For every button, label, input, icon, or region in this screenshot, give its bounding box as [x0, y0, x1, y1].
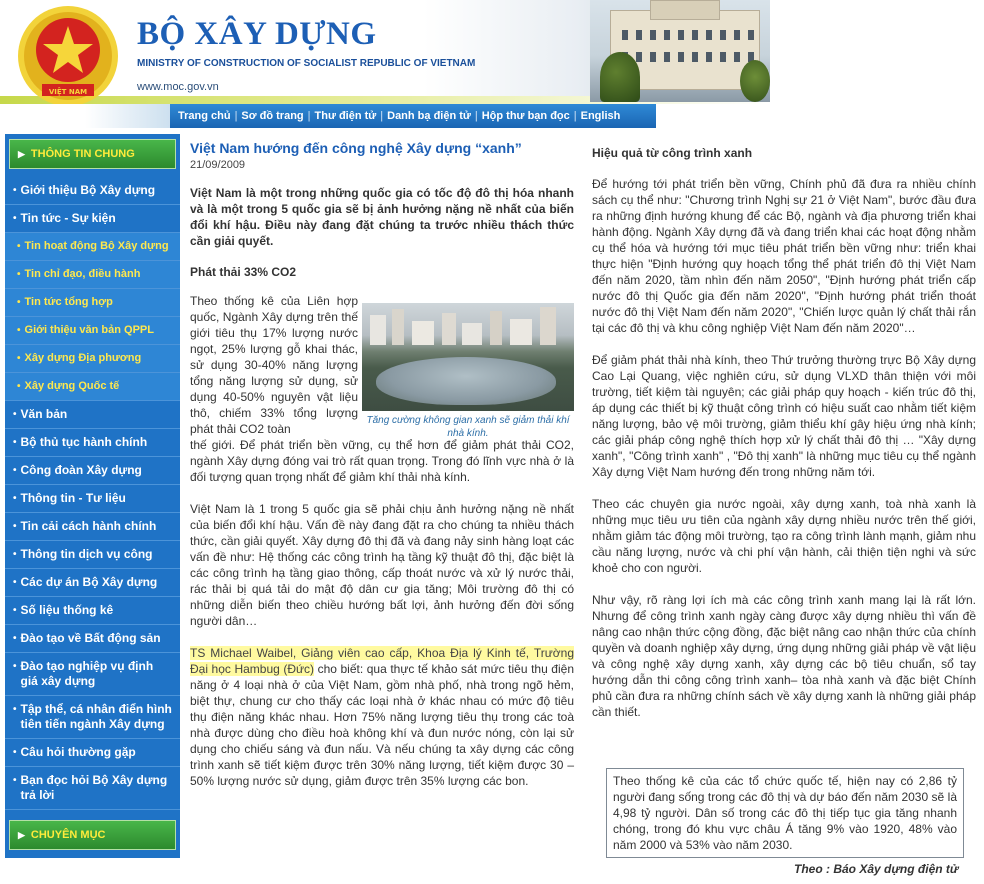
site-header [0, 0, 770, 130]
article-photo-block [362, 303, 574, 440]
bullet-icon: • [17, 353, 21, 364]
section-heading: Phát thải 33% CO2 [190, 265, 297, 279]
sidebar-item-news[interactable] [5, 205, 180, 233]
sidebar-item-label: Thông tin - Tư liệu [20, 491, 126, 505]
top-nav [170, 104, 656, 128]
bullet-icon: • [13, 633, 17, 644]
sidebar-section-topics[interactable] [9, 820, 176, 850]
paragraph: Như vậy, rõ ràng lợi ích mà các công trình xanh mang lại là rất lớn. Nhưng để công trình xanh ngày càng được xây dựng nhiều thì vấn đề nâng cao nhận thức cộng đồng, đặc biệt nâng cao nhận thức của chính quyền và doanh nghiệp xây dựng, ứng dụng những giải pháp về vật liệu và công nghệ xây dựng xanh, xây dựng các bộ tiêu chuẩn, sổ tay hướng dẫn thi công công trình xanh– tòa nhà xanh và đặc biệt Chính phủ cần đưa ra những chính sách về xây dựng xanh là những giải pháp cần thiết. [592, 593, 976, 719]
sidebar-item-label: Tin hoạt động Bộ Xây dựng [24, 240, 169, 252]
sidebar-item-faq[interactable] [5, 739, 180, 767]
right-column [592, 146, 976, 720]
nav-sitemap[interactable]: Sơ đồ trang [241, 110, 304, 122]
site-subtitle: MINISTRY OF CONSTRUCTION OF SOCIALIST REPUBLIC OF VIETNAM [137, 58, 476, 69]
bullet-icon: • [13, 437, 17, 448]
sidebar-item-label: Văn bản [20, 407, 68, 421]
sidebar-subitem-general-news[interactable] [5, 289, 180, 317]
bullet-icon: • [17, 269, 21, 280]
sidebar-item-valuation-training[interactable] [5, 653, 180, 696]
section-arrow-icon: ▶ [18, 829, 25, 840]
sidebar-item-label: Đào tạo về Bất động sản [20, 631, 161, 645]
sidebar-subitem-legal-docs[interactable] [5, 317, 180, 345]
sidebar-section-label: THÔNG TIN CHUNG [30, 148, 135, 160]
sidebar-item-info-docs[interactable] [5, 485, 180, 513]
sidebar-item-label: Tập thể, cá nhân điển hình tiên tiến ngành Xây dựng [20, 702, 172, 731]
sidebar-item-label: Tin chỉ đạo, điều hành [24, 268, 141, 280]
sidebar-item-procedures[interactable] [5, 429, 180, 457]
nav-separator: | [307, 110, 311, 122]
sidebar-item-label: Bộ thủ tục hành chính [20, 435, 148, 449]
bullet-icon: • [13, 704, 17, 715]
bullet-icon: • [13, 577, 17, 588]
tree-decoration [600, 52, 640, 102]
sidebar-item-label: Xây dựng Quốc tế [24, 380, 120, 392]
bullet-icon: • [17, 241, 21, 252]
article-source: Theo : Báo Xây dựng điện tử [794, 862, 959, 876]
photo-caption: Tăng cường không gian xanh sẽ giảm thải khí nhà kính. [366, 415, 570, 439]
nav-left-fade [0, 104, 170, 128]
tree-decoration [740, 60, 770, 102]
bullet-icon: • [13, 465, 17, 476]
sidebar-item-exemplary[interactable] [5, 696, 180, 739]
paragraph: Để hướng tới phát triển bền vững, Chính phủ đã đưa ra nhiều chính sách cụ thể như: "Chương trình Nghị sự 21 ở Việt Nam", bước đầu đưa ra những định hướng khung để các Bộ, ngành và địa phương triển khai hành động. Ngành Xây dựng đã và đang triển khai các hoạt động nhằm cụ thể hóa và hướng tới mục tiêu phát triển bền vững như: triển khai thực hiện "Định hướng quy hoạch tổng thể phát triển đô thị Việt Nam đến năm 2020, tầm nhìn đến năm 2050", "Định hướng phát triển cấp nước đô thị Quốc gia đến năm 2020", "Định hướng phát triển thoát nước đô thị Việt Nam đến năm 2020", "Chiến lược quản lý chất thải rắn tại các đô thị và khu công nghiệp Việt Nam đến năm 2020"… [592, 177, 976, 335]
sidebar-item-admin-reform[interactable] [5, 513, 180, 541]
sidebar-item-label: Giới thiệu văn bản QPPL [24, 324, 154, 336]
site-url[interactable]: www.moc.gov.vn [137, 81, 219, 93]
bullet-icon: • [13, 661, 17, 672]
sidebar-item-label: Tin tức tổng hợp [24, 296, 113, 308]
sidebar-item-reader-qa[interactable] [5, 767, 180, 810]
sidebar [5, 134, 180, 858]
right-heading: Hiệu quả từ công trình xanh [592, 146, 753, 160]
paragraph [190, 645, 574, 789]
nav-separator: | [234, 110, 238, 122]
section-arrow-icon: ▶ [18, 148, 25, 159]
emblem-ribbon-text: VIỆT NAM [48, 88, 88, 96]
article-title: Việt Nam hướng đến công nghệ Xây dựng “xanh” [190, 140, 522, 156]
paragraph-text: cho biết: qua thực tế khảo sát mức tiêu thụ điện năng ở 4 loại nhà ở của Việt Nam, gồm nhà phố, nhà trong ngõ hẻm, biệt thự, chung cư cho thấy các loại nhà ở khác nhau có mức độ tiêu thụ điện năng khác nhau. Hơn 75% năng lượng tiêu thụ trong các toà nhà được dùng cho điều hoà không khí và đun nước nóng, còn lại sử dụng cho chiếu sáng và đun nấu. Và nếu chúng ta xây dựng các công trình xanh sẽ tiết kiệm được trên 30% năng lượng, tiết kiệm được 30 – 50% lượng nước sử dụng, giảm được trên 35% lượng các bon. [190, 662, 574, 788]
sidebar-item-label: Đào tạo nghiệp vụ định giá xây dựng [20, 659, 154, 688]
sidebar-subitem-local[interactable] [5, 345, 180, 373]
sidebar-subitem-international[interactable] [5, 373, 180, 401]
bullet-icon: • [13, 605, 17, 616]
sidebar-item-label: Câu hỏi thường gặp [20, 745, 136, 759]
paragraph: Theo các chuyên gia nước ngoài, xây dựng xanh, toà nhà xanh là những mục tiêu ưu tiên của ngành xây dựng nhiều nước trên thế giới, nhằm giảm tác động môi trường, tạo ra công trình lành mạnh, giảm nhu cầu năng lượng, nước và chi phí vận hành, cải thiện tiện nghi và sức khoẻ cho con người. [592, 497, 976, 575]
lake-shape [376, 357, 556, 405]
sidebar-item-label: Các dự án Bộ Xây dựng [20, 575, 158, 589]
sidebar-item-statistics[interactable] [5, 597, 180, 625]
article-date: 21/09/2009 [190, 159, 246, 171]
bullet-icon: • [13, 213, 17, 224]
site-title: BỘ XÂY DỰNG [137, 16, 377, 52]
sidebar-menu [5, 177, 180, 810]
nav-english[interactable]: English [580, 110, 621, 122]
nav-directory[interactable]: Danh bạ điện tử [387, 110, 471, 122]
sidebar-subitem-ministry-news[interactable] [5, 233, 180, 261]
sidebar-item-about[interactable] [5, 177, 180, 205]
sidebar-item-label: Bạn đọc hỏi Bộ Xây dựng trả lời [20, 773, 168, 802]
sidebar-item-union[interactable] [5, 457, 180, 485]
sidebar-item-label: Xây dựng Địa phương [24, 352, 142, 364]
sidebar-item-label: Thông tin dịch vụ công [20, 547, 153, 561]
bullet-icon: • [17, 297, 21, 308]
article-lead: Việt Nam là một trong những quốc gia có tốc độ đô thị hóa nhanh và là một trong 5 quốc gia sẽ bị ảnh hưởng nặng nề nhất của biến đổi khí hậu. Điều này đang đặt chúng ta trước nhiều thách thức cần giải quyết. [190, 186, 574, 248]
highlighted-text: TS Michael Waibel, Giảng viên cao cấp, Khoa Địa lý Kinh tế, Trường Đại học Hambug (Đức) [190, 646, 574, 676]
paragraph-wrap: Theo thống kê của Liên hợp quốc, Ngành Xây dựng trên thế giới tiêu thụ 17% lượng nước ngọt, 25% lượng gỗ khai thác, sử dụng 30-40% năng lượng tổng năng lượng sử dụng, sử dụng 40-50% nguyên vật liệu thô, chiếm 33% tổng lượng phát thải CO2 toàn [190, 294, 358, 436]
bullet-icon: • [13, 747, 17, 758]
sidebar-item-projects[interactable] [5, 569, 180, 597]
nav-separator: | [573, 110, 577, 122]
paragraph: Để giảm phát thải nhà kính, theo Thứ trưởng thường trực Bộ Xây dựng Cao Lại Quang, việc nghiên cứu, sử dụng VLXD thân thiện với môi trường, tiết kiệm tài nguyên; các giải pháp quy hoạch - kiến trúc đô thị, áp dụng các thiết bị kỹ thuật công trình có hiệu suất cao nhằm tiết kiệm năng lượng, bảo vệ môi trường, giảm thiểu khí gây hiệu ứng nhà kính; các giải pháp công nghệ thích hợp xử lý chất thải đô thị … "Xây dựng xanh", "Công trình xanh" , "Đô thị xanh" là những mục tiêu cụ thể ngành Xây dựng Việt Nam hướng đến trong những năm tới. [592, 353, 976, 479]
sidebar-item-label: Giới thiệu Bộ Xây dựng [20, 183, 156, 197]
article-photo [362, 303, 574, 411]
national-emblem-icon [8, 4, 128, 112]
stat-quote-box: Theo thống kê của các tổ chức quốc tế, hiện nay có 2,86 tỷ người đang sống trong các đô thị và dự báo đến năm 2030 sẽ là 4,98 tỷ người. Dân số trong các đô thị tiếp tục gia tăng nhanh chóng, trong đó khu vực châu Á tăng 9% vào 1920, 48% vào năm 2000 và 53% vào năm 2030. [606, 768, 964, 858]
sidebar-item-label: Số liệu thống kê [20, 603, 114, 617]
sidebar-section-general[interactable] [9, 139, 176, 169]
bullet-icon: • [13, 549, 17, 560]
nav-email[interactable]: Thư điện tử [314, 110, 377, 122]
bullet-icon: • [13, 409, 17, 420]
nav-separator: | [474, 110, 478, 122]
sidebar-item-label: Công đoàn Xây dựng [20, 463, 142, 477]
bullet-icon: • [17, 381, 21, 392]
paragraph: Việt Nam là 1 trong 5 quốc gia sẽ phải chịu ảnh hưởng nặng nề nhất của biến đổi khí hậu. Vấn đề này đang đặt ra cho chúng ta nhiều thách thức, cần giải quyết. Xây dựng đô thị đã và đang nảy sinh hàng loạt các vấn đề như: Hệ thống các công trình hạ tầng kỹ thuật đô thị, đặc biệt là các công trình hạ tầng giao thông, cấp thoát nước và xử lý nước thải, rác thải bị quá tải do mật độ dân cư gia tăng; Môi trường đô thị có những diễn biến theo chiều hướng bất lợi, ảnh hưởng đến đời sống người dân… [190, 502, 574, 628]
sidebar-item-public-services[interactable] [5, 541, 180, 569]
article [190, 140, 574, 789]
bullet-icon: • [13, 775, 17, 786]
nav-reader-mailbox[interactable]: Hộp thư bạn đọc [481, 110, 570, 122]
sidebar-bottom [5, 820, 180, 850]
bullet-icon: • [13, 185, 17, 196]
sidebar-item-documents[interactable] [5, 401, 180, 429]
sidebar-item-real-estate-training[interactable] [5, 625, 180, 653]
bullet-icon: • [13, 493, 17, 504]
paragraph: thế giới. Để phát triển bền vững, cụ thể hơn để giảm phát thải CO2, ngành Xây dựng đóng vai trò rất quan trọng. Trong đó lĩnh vực nhà ở là đối tượng quan trọng nhất để giảm khí thải nhà kính. [190, 438, 574, 484]
nav-home[interactable]: Trang chủ [178, 110, 231, 122]
sidebar-subitem-directives[interactable] [5, 261, 180, 289]
bullet-icon: • [13, 521, 17, 532]
sidebar-item-label: Tin tức - Sự kiện [20, 211, 116, 225]
nav-separator: | [380, 110, 384, 122]
sidebar-section-label: CHUYÊN MỤC [30, 829, 106, 841]
bullet-icon: • [17, 325, 21, 336]
sidebar-item-label: Tin cải cách hành chính [20, 519, 157, 533]
